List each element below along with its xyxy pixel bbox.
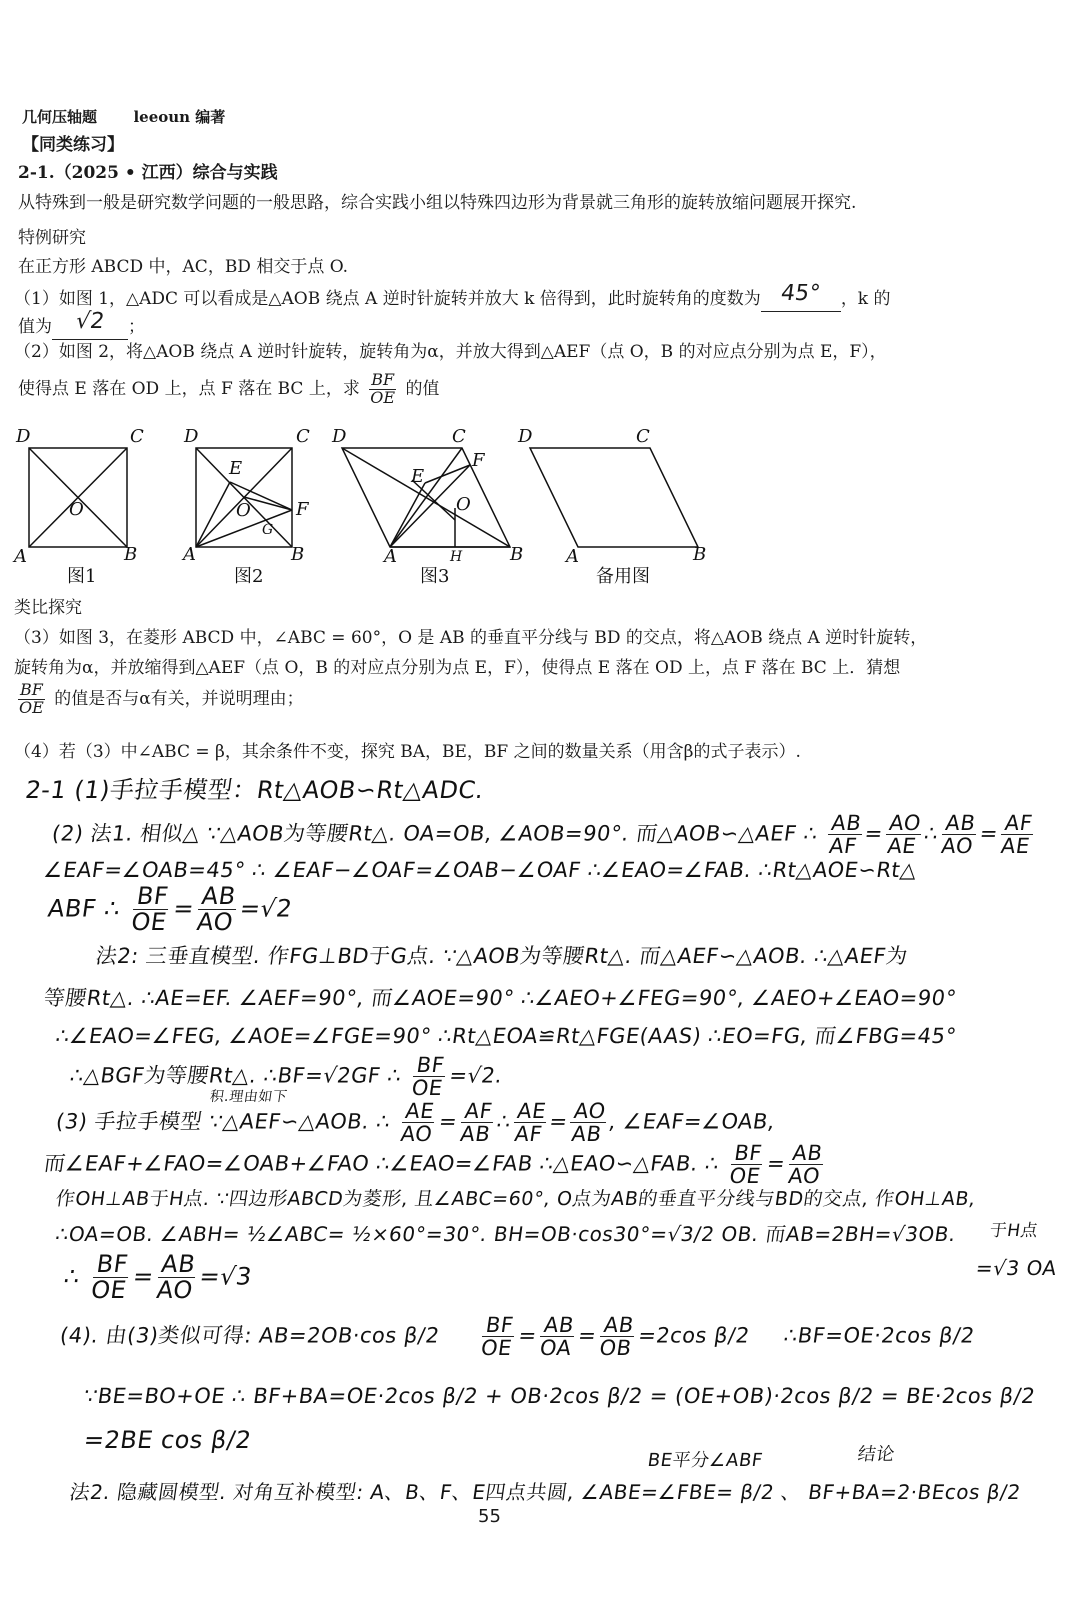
page-number: 55 — [478, 1506, 501, 1527]
question-2-cont — [18, 372, 439, 407]
note-4-frac1: $\frac{BF}{OE}$ — [129, 882, 171, 937]
note-line-1: 2-1 (1)手拉手模型：Rt△AOB∽Rt△ADC. — [23, 776, 486, 804]
fig2-label-f: F — [296, 499, 309, 520]
note-10-frac1: $\frac{BF}{OE}$ — [727, 1141, 764, 1189]
spare-label-b: B — [693, 544, 707, 565]
q1-end: ； — [128, 317, 145, 337]
question-3-end — [14, 682, 304, 717]
header-author: leeoun 编著 — [133, 108, 226, 126]
note-line-15: ∵BE=BO+OE ∴ BF+BA=OE·2cos β/2 + OB·2cos β/2 = (OE+OB)·2cos β/2 = BE·2cos β/2 — [82, 1384, 1037, 1408]
note-14-frac1: $\frac{BF}{OE}$ — [479, 1313, 516, 1361]
figure-2-drawing — [196, 448, 292, 547]
note-2-frac3: $\frac{AB}{AO}$ — [939, 811, 978, 859]
problem-intro: 从特殊到一般是研究数学问题的一般思路，综合实践小组以特殊四边形为背景就三角形的旋转放缩问题展开探究. — [18, 193, 857, 213]
note-line-7: ∴∠EAO=∠FEG, ∠AOE=∠FGE=90° ∴Rt△EOA≌Rt△FGE(AAS) ∴EO=FG, 而∠FBG=45° — [54, 1024, 959, 1048]
fig3-label-o: O — [456, 494, 471, 515]
fig3-label-f: F — [472, 450, 485, 471]
note-10-frac2: $\frac{AB}{AO}$ — [786, 1141, 825, 1189]
note-9-frac3: $\frac{AE}{AF}$ — [512, 1099, 548, 1147]
note-line-17-aside-1: BE平分∠ABF — [646, 1450, 765, 1471]
question-2: （2）如图 2，将△AOB 绕点 A 逆时针旋转，旋转角为α，并放大得到△AEF（点 O，B 的对应点分别为点 E，F）， — [14, 342, 887, 362]
note-2-text: (2) 法1. 相似△ ∵△AOB为等腰Rt△. OA=OB, ∠AOB=90°. 而△AOB∽△AEF ∴ — [50, 821, 820, 846]
note-line-12-side-1: 于H点 — [988, 1221, 1040, 1241]
figures-svg — [0, 420, 760, 590]
note-line-8: ∴△BGF为等腰Rt△. ∴BF=√2GF ∴ $\frac{BF}{OE}$ =√2. — [68, 1053, 505, 1101]
note-line-4: ABF ∴ $\frac{BF}{OE}$ = $\frac{AB}{AO}$ =√2 — [46, 882, 295, 937]
note-9-frac4: $\frac{AO}{AB}$ — [570, 1099, 608, 1147]
caption-fig3: 图3 — [420, 566, 450, 587]
note-13-frac1: $\frac{BF}{OE}$ — [89, 1250, 130, 1305]
caption-fig2: 图2 — [234, 566, 264, 587]
analogy-heading: 类比探究 — [14, 598, 82, 618]
case-heading: 特例研究 — [18, 228, 86, 248]
figure-1-drawing — [29, 448, 127, 547]
note-line-9: (3) 手拉手模型 ∵△AEF∽△AOB. ∴ $\frac{AE}{AO}$ = $\frac{AF}{AB}$ ∴ $\frac{AE}{AF}$ = $\frac{AO}{AB}$ , ∠EAF=∠OAB, — [54, 1099, 777, 1147]
note-4-text: ABF ∴ — [46, 894, 123, 923]
note-line-12-side-2: =√3 OA — [974, 1256, 1059, 1280]
note-line-11: 作OH⊥AB于H点. ∵四边形ABCD为菱形, 且∠ABC=60°, O点为AB的垂直平分线与BD的交点, 作OH⊥AB, — [54, 1188, 978, 1210]
note-2-frac2: $\frac{AO}{AE}$ — [885, 811, 923, 859]
q1-answer-k: √2 — [74, 309, 106, 334]
fig1-label-o: O — [69, 499, 84, 520]
fig1-label-a: A — [14, 546, 27, 567]
question-1-cont — [18, 309, 145, 340]
spare-label-a: A — [566, 546, 579, 567]
fig3-label-e: E — [411, 466, 425, 487]
q2-end: 的值 — [405, 378, 440, 399]
note-2-frac1: $\frac{AB}{AF}$ — [827, 811, 863, 859]
fig3-label-d: D — [332, 426, 347, 447]
fig1-label-b: B — [124, 544, 138, 565]
q1-text: （1）如图 1，△ADC 可以看成是△AOB 绕点 A 逆时针旋转并放大 k 倍得到，此时旋转角的度数为 — [14, 289, 761, 309]
question-4: （4）若（3）中∠ABC = β，其余条件不变，探究 BA，BE，BF 之间的数量关系（用含β的式子表示）. — [14, 742, 801, 762]
q2-fraction: $\frac{BF}{OE}$ — [370, 370, 396, 407]
note-line-17: 法2. 隐藏圆模型. 对角互补模型: A、B、F、E四点共圆, ∠ABE=∠FBE= β/2 、 BF+BA=2·BEcos β/2 — [68, 1480, 1023, 1504]
q1-text-k: ，k 的 — [840, 289, 891, 309]
fig2-label-d: D — [184, 426, 199, 447]
q3-end-text: 的值是否与α有关，并说明理由； — [54, 688, 304, 709]
note-line-14: (4). 由(3)类似可得: AB=2OB·cos β/2 $\frac{BF}{OE}$ = $\frac{AB}{OA}$ = $\frac{AB}{OB}$ =2cos β/2 ∴BF=OE·2cos β/2 — [58, 1313, 977, 1361]
fig2-label-b: B — [291, 544, 305, 565]
note-line-5: 法2: 三垂直模型. 作FG⊥BD于G点. ∵△AOB为等腰Rt△. 而△AEF∽△AOB. ∴△AEF为 — [94, 944, 910, 968]
note-line-9-aside: 积.理由如下 — [208, 1089, 289, 1105]
note-9-text: (3) 手拉手模型 ∵△AEF∽△AOB. ∴ — [54, 1109, 393, 1134]
q2-text: 使得点 E 落在 OD 上，点 F 落在 BC 上，求 — [18, 378, 360, 399]
question-3: （3）如图 3，在菱形 ABCD 中，∠ABC = 60°，O 是 AB 的垂直平分线与 BD 的交点，将△AOB 绕点 A 逆时针旋转， — [14, 628, 928, 648]
spare-label-d: D — [518, 426, 533, 447]
note-13-frac2: $\frac{AB}{AO}$ — [154, 1250, 198, 1305]
fig3-label-a: A — [384, 546, 397, 567]
note-line-6: 等腰Rt△. ∴AE=EF. ∠AEF=90°, 而∠AOE=90° ∴∠AEO+∠FEG=90°, ∠AEO+∠EAO=90° — [42, 986, 959, 1010]
header-title: 几何压轴题 — [22, 108, 98, 126]
case-setup: 在正方形 ABCD 中，AC，BD 相交于点 O. — [18, 257, 349, 277]
fig1-label-d: D — [16, 426, 31, 447]
note-14-text: (4). 由(3)类似可得: AB=2OB·cos β/2 — [58, 1323, 442, 1348]
note-2-frac4: $\frac{AF}{AE}$ — [999, 811, 1035, 859]
note-14-frac3: $\frac{AB}{OB}$ — [597, 1313, 636, 1361]
note-8-text: ∴△BGF为等腰Rt△. ∴BF=√2GF ∴ — [68, 1063, 404, 1088]
fig2-label-e: E — [229, 458, 243, 479]
figure-3-drawing — [342, 448, 510, 547]
note-line-16: =2BE cos β/2 — [82, 1426, 254, 1454]
q1-answer-angle: 45° — [779, 281, 823, 306]
problem-number: 2-1.（2025 • 江西）综合与实践 — [18, 163, 278, 183]
note-line-17-aside-2: 结论 — [856, 1444, 897, 1465]
note-line-13: ∴ $\frac{BF}{OE}$ = $\frac{AB}{AO}$ =√3 — [62, 1250, 254, 1305]
fig2-label-g: G — [262, 522, 274, 538]
fig3-label-c: C — [452, 426, 466, 447]
note-line-2: (2) 法1. 相似△ ∵△AOB为等腰Rt△. OA=OB, ∠AOB=90°. 而△AOB∽△AEF ∴ $\frac{AB}{AF}$ = $\frac{AO}{AE}$ ∴ $\frac{AB}{AO}$ = $\frac{AF}{AE}$ — [49, 812, 1040, 857]
note-14-conclusion: ∴BF=OE·2cos β/2 — [782, 1323, 977, 1348]
caption-fig1: 图1 — [67, 566, 97, 587]
note-line-10: 而∠EAF+∠FAO=∠OAB+∠FAO ∴∠EAO=∠FAB ∴△EAO∽△FAB. ∴ $\frac{BF}{OE}$ = $\frac{AB}{AO}$ — [41, 1142, 830, 1187]
caption-spare: 备用图 — [596, 566, 650, 587]
section-title: 【同类练习】 — [22, 135, 124, 155]
fig3-label-h: H — [450, 549, 463, 565]
figure-spare-drawing — [530, 448, 698, 547]
note-line-12: ∴OA=OB. ∠ABH= ½∠ABC= ½×60°=30°. BH=OB·cos30°=√3/2 OB. 而AB=2BH=√3OB. — [54, 1222, 958, 1246]
fig1-label-c: C — [130, 426, 144, 447]
fig2-label-o: O — [236, 500, 251, 521]
note-line-3: ∠EAF=∠OAB=45° ∴ ∠EAF−∠OAF=∠OAB−∠OAF ∴∠EAO=∠FAB. ∴Rt△AOE∽Rt△ — [42, 858, 919, 882]
note-9-frac1: $\frac{AE}{AO}$ — [399, 1099, 436, 1147]
spare-label-c: C — [636, 426, 650, 447]
question-3-cont: 旋转角为α，并放缩得到△AEF（点 O，B 的对应点分别为点 E，F），使得点 E 落在 OD 上，点 F 落在 BC 上．猜想 — [14, 658, 901, 678]
q3-fraction: $\frac{BF}{OE}$ — [19, 680, 44, 717]
fig2-label-c: C — [296, 426, 310, 447]
question-1 — [14, 281, 891, 312]
note-8-frac: $\frac{BF}{OE}$ — [410, 1053, 446, 1101]
fig3-label-b: B — [510, 544, 524, 565]
note-13-text: ∴ — [62, 1262, 82, 1291]
note-14-frac2: $\frac{AB}{OA}$ — [538, 1313, 576, 1361]
q1-value-label: 值为 — [18, 317, 52, 337]
note-9-frac2: $\frac{AF}{AB}$ — [458, 1099, 494, 1147]
note-4-frac2: $\frac{AB}{AO}$ — [195, 882, 238, 937]
note-10-text: 而∠EAF+∠FAO=∠OAB+∠FAO ∴∠EAO=∠FAB ∴△EAO∽△FAB. ∴ — [42, 1151, 721, 1176]
fig2-label-a: A — [183, 544, 196, 565]
